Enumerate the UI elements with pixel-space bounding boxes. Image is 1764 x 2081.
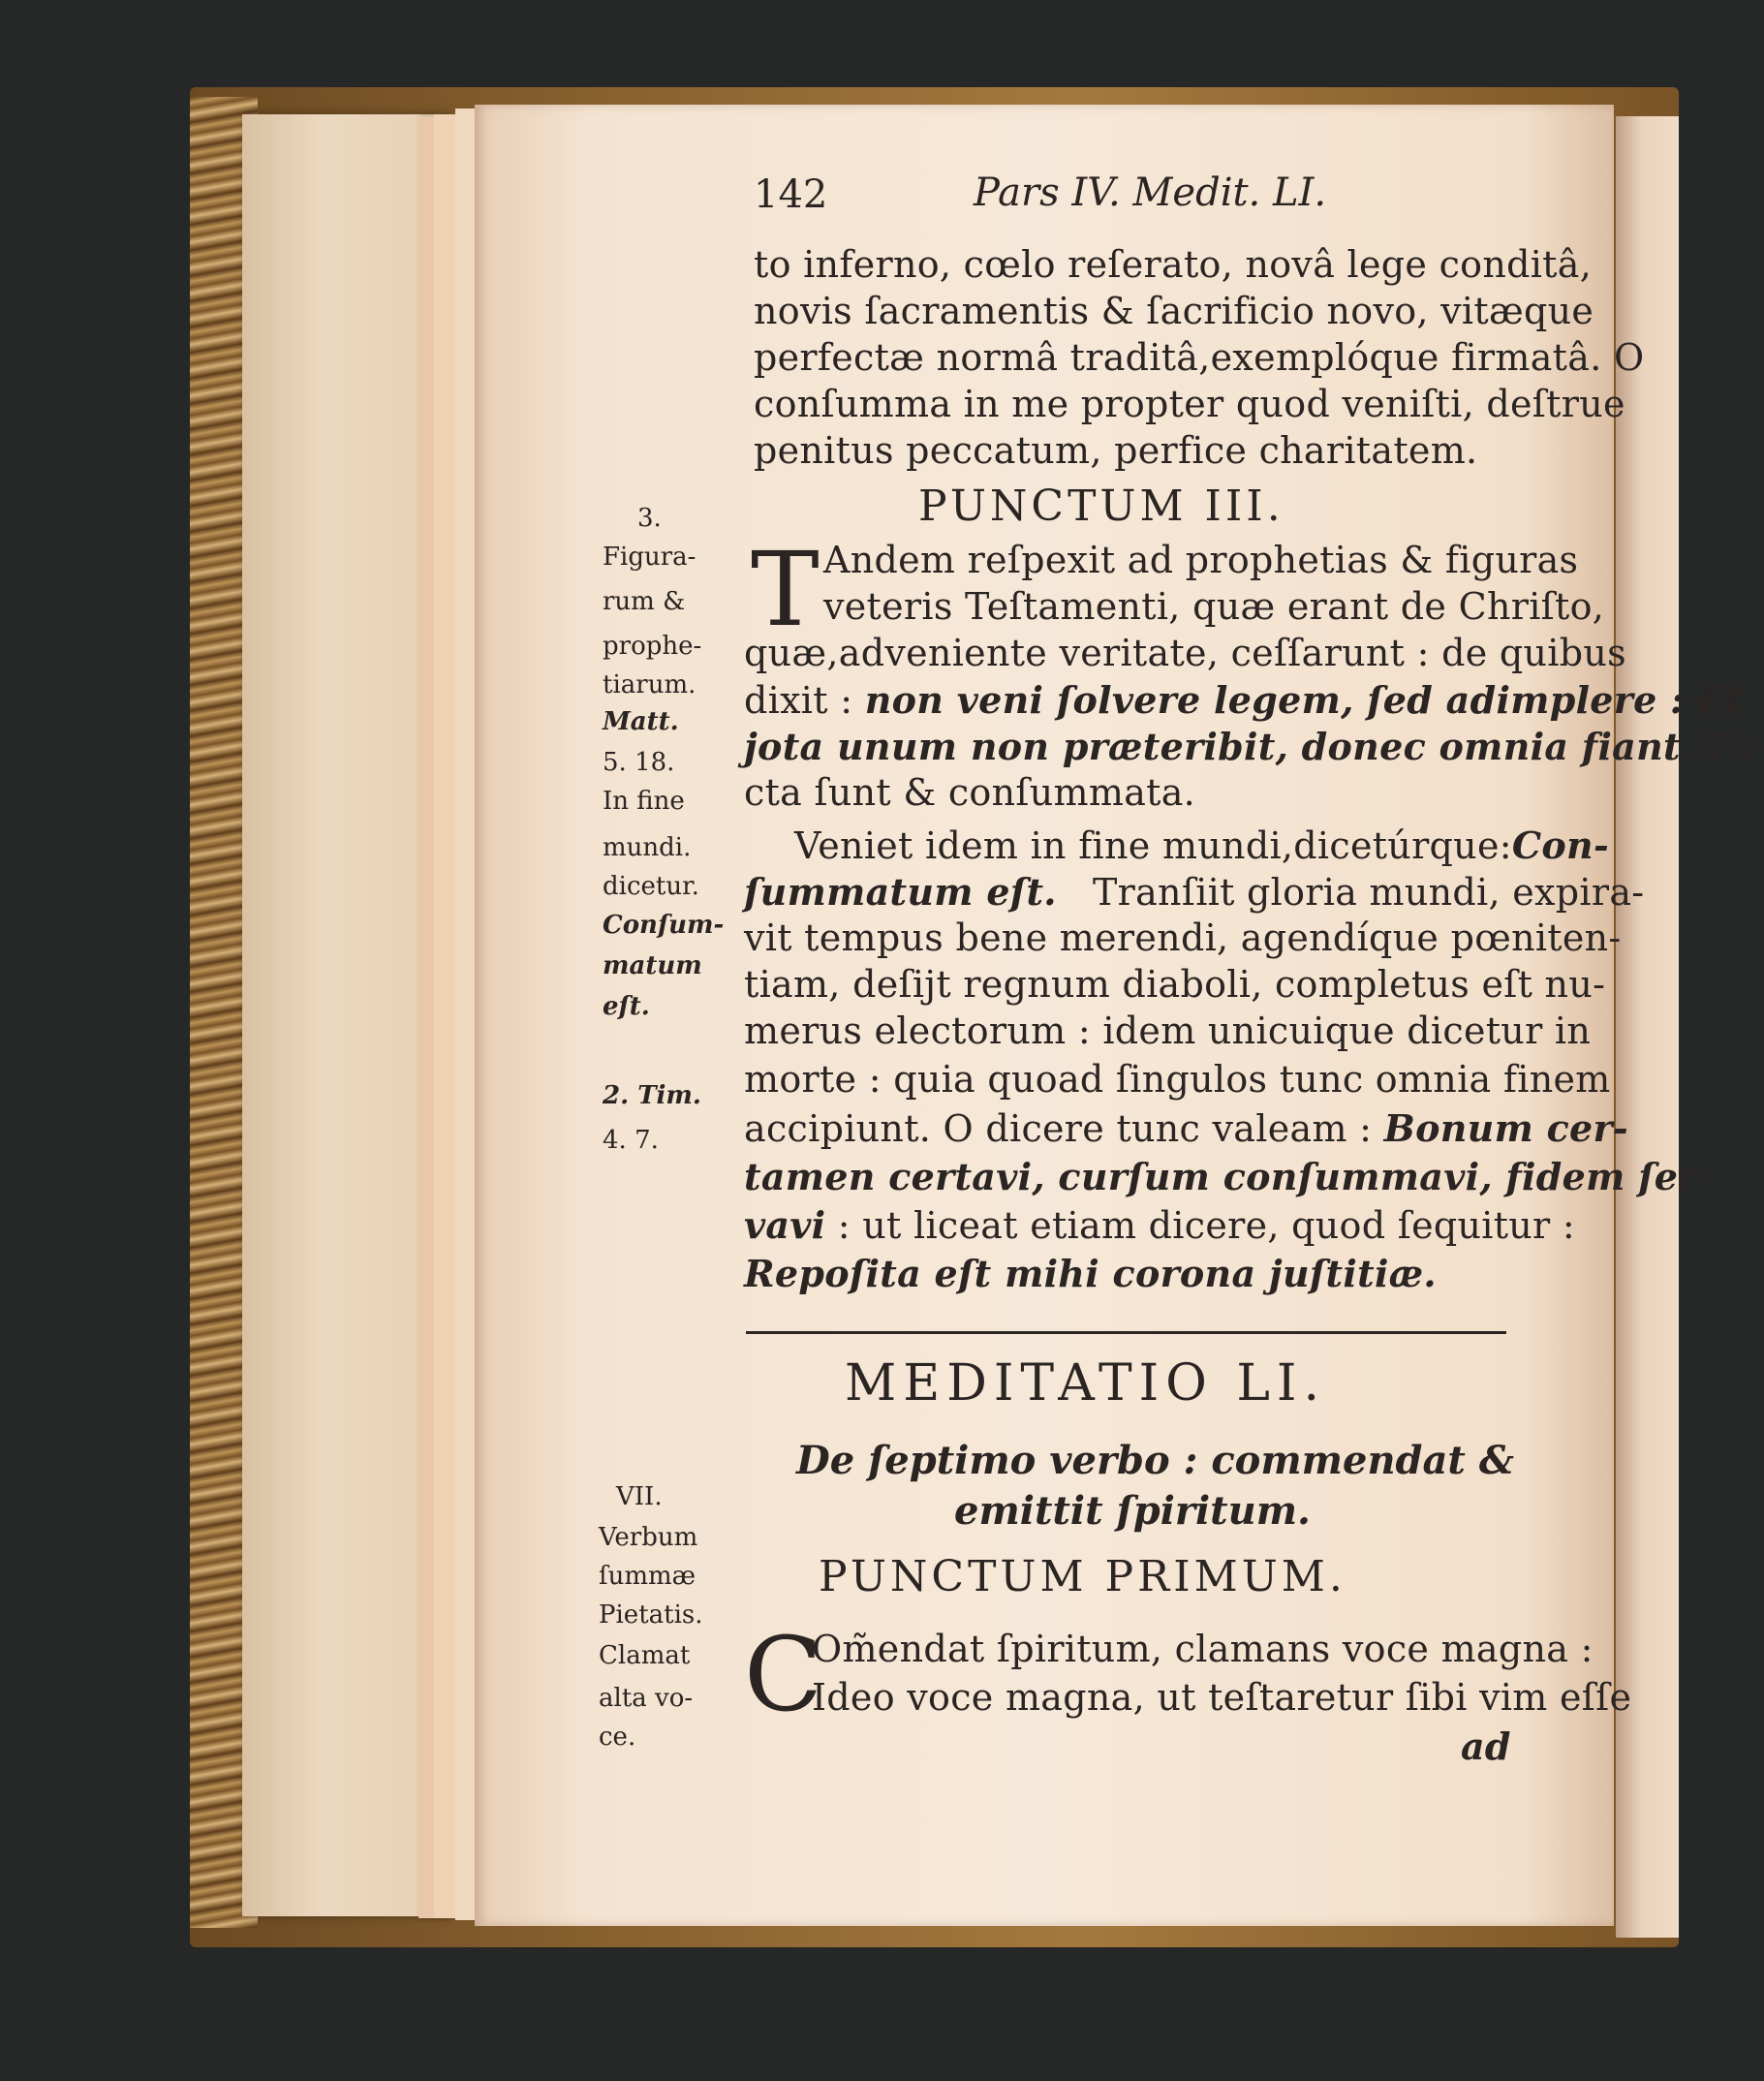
text-line: Veniet idem in fine mundi,dicetúrque:Con-: [794, 823, 1610, 867]
text-line: accipiunt. O dicere tunc valeam : Bonum cer-: [744, 1106, 1628, 1150]
text-line: morte : quia quoad ſingulos tunc omnia finem: [744, 1058, 1611, 1101]
margin-note: In fine: [603, 787, 685, 816]
margin-note: Verbum: [599, 1523, 698, 1552]
margin-note: Clamat: [599, 1641, 691, 1670]
margin-note: Matt.: [603, 707, 679, 736]
margin-note: ſummæ: [599, 1562, 696, 1591]
text-line: vavi : ut liceat etiam dicere, quod ſequitur :: [744, 1203, 1576, 1247]
margin-note: VII.: [616, 1482, 663, 1511]
page-number: 142: [754, 172, 828, 217]
section-heading: PUNCTUM PRIMUM.: [819, 1552, 1346, 1601]
text-line: perfectæ normâ traditâ,exemplóque firmatâ. O: [754, 336, 1645, 379]
text-line: ſummatum eſt. Tranſiit gloria mundi, expira-: [744, 870, 1645, 914]
text-line: conſumma in me propter quod veniſti, deſtrue: [754, 383, 1625, 425]
margin-note: Conſum-: [603, 911, 725, 940]
meditation-subtitle: De ſeptimo verbo : commendat &: [796, 1438, 1514, 1483]
text-line: to inferno, cœlo reſerato, novâ lege conditâ,: [754, 243, 1593, 286]
margin-note: mundi.: [603, 833, 692, 862]
text-line: Repoſita eſt mihi corona juſtitiæ.: [744, 1252, 1437, 1295]
text-line: veteris Teſtamenti, quæ erant de Chriſto,: [823, 585, 1605, 628]
margin-note: Pietatis.: [599, 1600, 703, 1630]
text-line: penitus peccatum, perfice charitatem.: [754, 429, 1478, 472]
text-line: quæ,adveniente veritate, ceſſarunt : de quibus: [744, 632, 1626, 674]
flyleaf: [242, 114, 446, 1916]
margin-note: matum: [603, 951, 702, 980]
margin-note: rum &: [603, 587, 686, 616]
meditation-subtitle: emittit ſpiritum.: [954, 1488, 1311, 1534]
margin-note: prophe-: [603, 632, 702, 661]
text-line: tiam, deſijt regnum diaboli, completus eſt nu-: [744, 963, 1606, 1006]
text-line: Om̃endat ſpiritum, clamans voce magna :: [812, 1628, 1594, 1670]
text-line: dixit : non veni ſolvere legem, ſed adimplere : Et: [744, 678, 1744, 722]
text-line: cta ſunt & conſummata.: [744, 771, 1196, 814]
text-line: Andem reſpexit ad prophetias & figuras: [823, 539, 1579, 581]
drop-cap: T: [751, 530, 820, 649]
margin-note: dicetur.: [603, 872, 699, 901]
text-line: jota unum non præteribit, donec omnia fiant. Fa-: [744, 725, 1764, 768]
margin-note: alta vo-: [599, 1684, 694, 1713]
text-line: vit tempus bene merendi, agendíque pœniten-: [744, 916, 1622, 959]
margin-note: 5. 18.: [603, 748, 675, 777]
meditation-title: MEDITATIO LI.: [845, 1354, 1326, 1413]
catchword: ad: [1461, 1724, 1511, 1768]
text-line: tamen certavi, curſum conſummavi, fidem ſer-: [744, 1155, 1714, 1198]
margin-note: tiarum.: [603, 670, 696, 699]
text-line: merus electorum : idem unicuique dicetur in: [744, 1009, 1592, 1052]
section-heading: PUNCTUM III.: [918, 481, 1284, 531]
margin-note: eſt.: [603, 992, 650, 1021]
margin-note: 2. Tim.: [603, 1081, 701, 1110]
drop-cap: C: [744, 1615, 823, 1734]
divider-rule: [746, 1331, 1506, 1334]
margin-note: Figura-: [603, 543, 696, 572]
text-line: Ideo voce magna, ut teſtaretur ſibi vim eſſe: [812, 1676, 1632, 1719]
margin-note: ce.: [599, 1723, 636, 1752]
running-title: Pars IV. Medit. LI.: [974, 171, 1327, 215]
margin-note: 4. 7.: [603, 1126, 659, 1155]
text-line: novis ſacramentis & ſacrificio novo, vitæque: [754, 290, 1594, 332]
margin-note: 3.: [637, 504, 662, 533]
